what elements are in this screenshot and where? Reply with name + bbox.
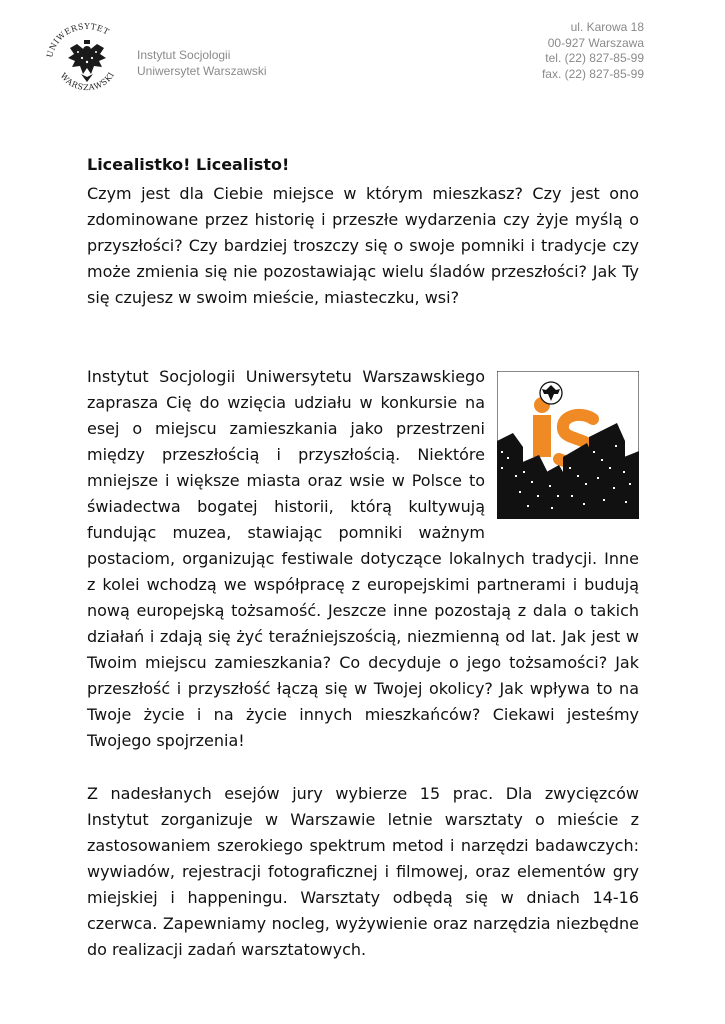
paragraph-intro: Czym jest dla Ciebie miejsce w którym mieszkasz? Czy jest ono zdominowane przez historię i przeszłe wydarzenia czy żyje myślą o przyszłości? Czy bardziej troszczy się o swoje pomniki i tradycje czy może zmienia się nie pozostawiając wielu śladów przeszłości? Jak Ty się czujesz w swoim mieście, miasteczku, wsi? <box>87 184 639 307</box>
is-logo <box>497 371 639 519</box>
paragraph-invitation-text: Instytut Socjologii Uniwersytetu Warszawskiego zaprasza Cię do wzięcia udziału w konkursie na esej o miejscu zamieszkania jako przestrzeni między przeszłością i przyszłością. Niektóre mniejsze i większe miasta oraz wsie w Polsce to świadectwa bogatej historii, którą kultywują fundując muzea, stawiając pomniki ważnym postaciom, organizując festiwale dotyczące lokalnych tradycji. Inne z kolei wchodzą we współpracę z europejskimi partnerami i budują nową europejską tożsamość. Jeszcze inne pozostają z dala o takich działań i zdają się żyć teraźniejszością, niezmienną od lat. Jak jest w Twoim miejscu zamieszkania? Co decyduje o jego tożsamości? Jak przeszłość i przyszłość łączą się w Twojej okolicy? Jak wpływa to na Twoje życie i na życie innych mieszkańców? Ciekawi jesteśmy Twojego spojrzenia! <box>87 367 639 750</box>
address-city: 00-927 Warszawa <box>547 35 644 50</box>
institute-line-2: Uniwersytet Warszawski <box>137 64 267 78</box>
svg-text:WARSZAWSKI: WARSZAWSKI <box>58 70 117 93</box>
letter-heading: Licealistko! Licealisto! <box>87 155 290 174</box>
paragraph-workshops: Z nadesłanych esejów jury wybierze 15 prac. Dla zwycięzców Instytut zorganizuje w Warszawie letnie warsztaty o mieście z zastosowaniem szerokiego spektrum metod i narzędzi badawczych: wywiadów, rejestracji fotograficznej i filmowej, oraz elementów gry miejskiej i happeningu. Warsztaty odbędą się w dniach 14-16 czerwca. Zapewniamy nocleg, wyżywienie oraz narzędzia niezbędne do realizacji zadań warsztatowych. <box>87 784 639 959</box>
paragraph-invitation <box>87 364 639 754</box>
address-phone: tel. (22) 827-85-99 <box>545 51 644 65</box>
institute-name <box>137 47 267 79</box>
address-block <box>542 20 644 82</box>
university-seal-logo <box>44 22 130 98</box>
address-street: ul. Karowa 18 <box>570 20 644 34</box>
institute-line-1: Instytut Socjologii <box>137 48 231 62</box>
svg-text:UNIWERSYTET: UNIWERSYTET <box>45 22 111 59</box>
letter-body <box>87 152 639 963</box>
address-fax: fax. (22) 827-85-99 <box>541 66 644 81</box>
